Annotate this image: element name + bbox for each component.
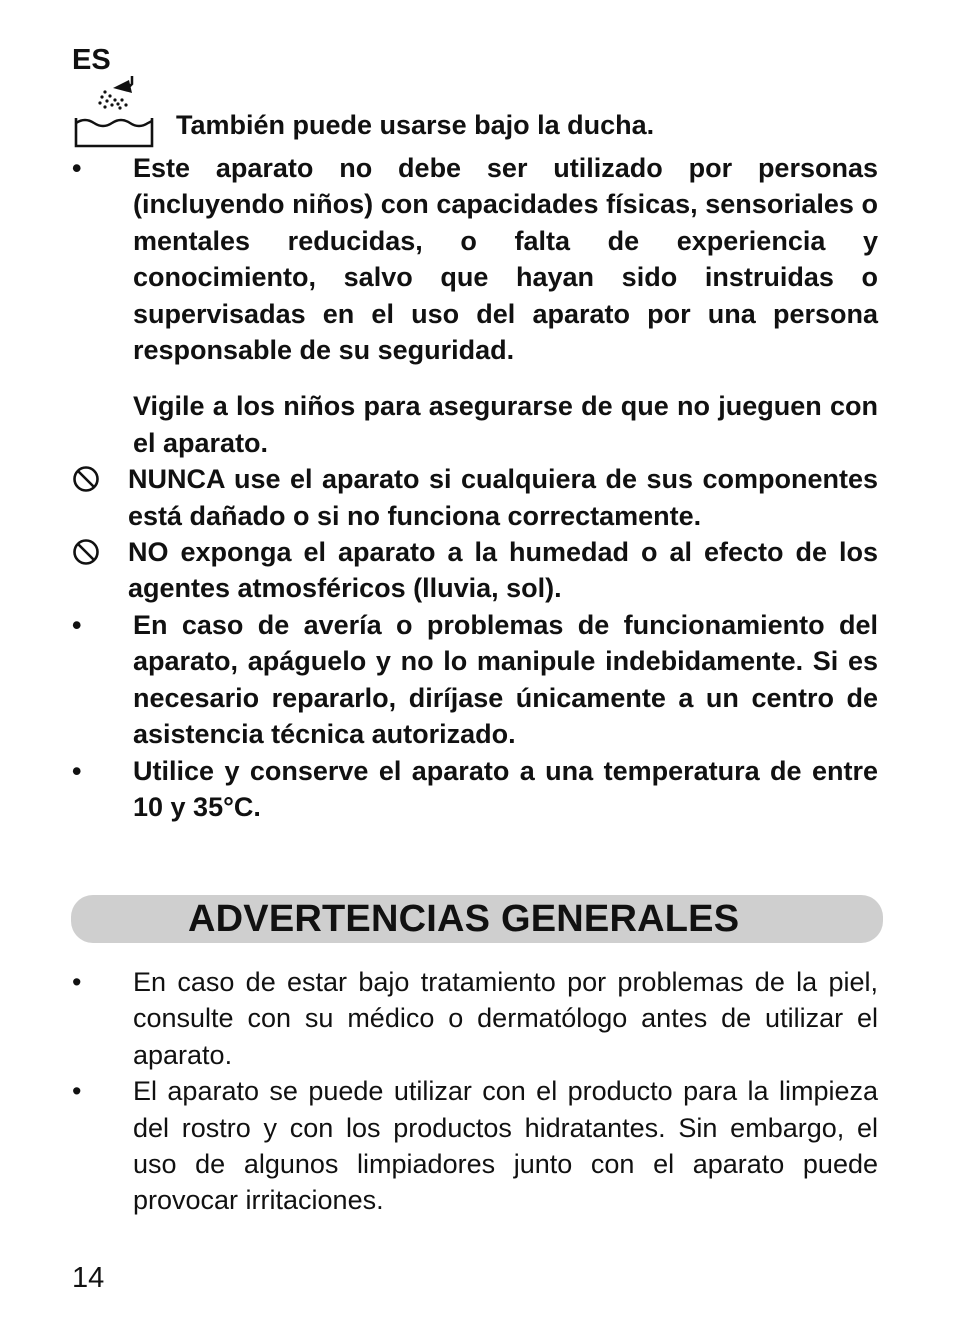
list-item-text: Utilice y conserve el aparato a una temperatura de entre 10 y 35°C. — [133, 755, 878, 822]
language-code: ES — [72, 44, 111, 76]
bullet-marker: • — [72, 1076, 82, 1107]
list-item — [72, 534, 878, 607]
list-item — [72, 150, 878, 368]
list-item — [72, 964, 878, 1073]
section-heading-bar — [71, 895, 883, 943]
bullet-marker: • — [72, 153, 82, 183]
prohibition-icon — [72, 538, 102, 575]
safety-list — [72, 150, 878, 825]
list-item-text: NUNCA use el aparato si cualquiera de sus componentes está dañado o si no funciona correctamente. — [128, 464, 878, 531]
list-item-text: NO exponga el aparato a la humedad o al efecto de los agentes atmosféricos (lluvia, sol). — [128, 537, 878, 604]
list-item — [72, 753, 878, 826]
shower-bath-icon — [72, 74, 158, 150]
shower-notice — [72, 74, 882, 152]
list-item-text: Este aparato no debe ser utilizado por personas (incluyendo niños) con capacidades físicas, sensoriales o mentales reducidas, o falta de experiencia y conocimiento, salvo que hayan sido instruidas o supervisadas en el uso del aparato por una persona responsable de su seguridad. — [133, 153, 878, 366]
general-warnings-list — [72, 964, 878, 1219]
list-item-text: El aparato se puede utilizar con el producto para la limpieza del rostro y con los productos hidratantes. Sin embargo, el uso de algunos limpiadores junto con el aparato puede provocar irritaciones. — [133, 1076, 878, 1216]
bullet-marker: • — [72, 609, 82, 640]
list-item — [72, 461, 878, 534]
section-heading: ADVERTENCIAS GENERALES — [188, 898, 740, 940]
list-item — [72, 607, 878, 753]
page-number: 14 — [72, 1262, 105, 1294]
bullet-marker: • — [72, 967, 82, 997]
bullet-marker: • — [72, 755, 82, 786]
shower-notice-text: También puede usarse bajo la ducha. — [176, 110, 655, 140]
list-item — [72, 1073, 878, 1219]
prohibition-icon — [72, 465, 102, 502]
supervision-paragraph: Vigile a los niños para asegurarse de que no jueguen con el aparato. — [133, 391, 878, 458]
list-item-text: En caso de avería o problemas de funcionamiento del aparato, apáguelo y no lo manipule indebidamente. Si es necesario repararlo, diríjase únicamente a un centro de asistencia técnica autorizado. — [133, 609, 878, 750]
list-item-text: En caso de estar bajo tratamiento por problemas de la piel, consulte con su médico o dermatólogo antes de utilizar el aparato. — [133, 967, 878, 1070]
